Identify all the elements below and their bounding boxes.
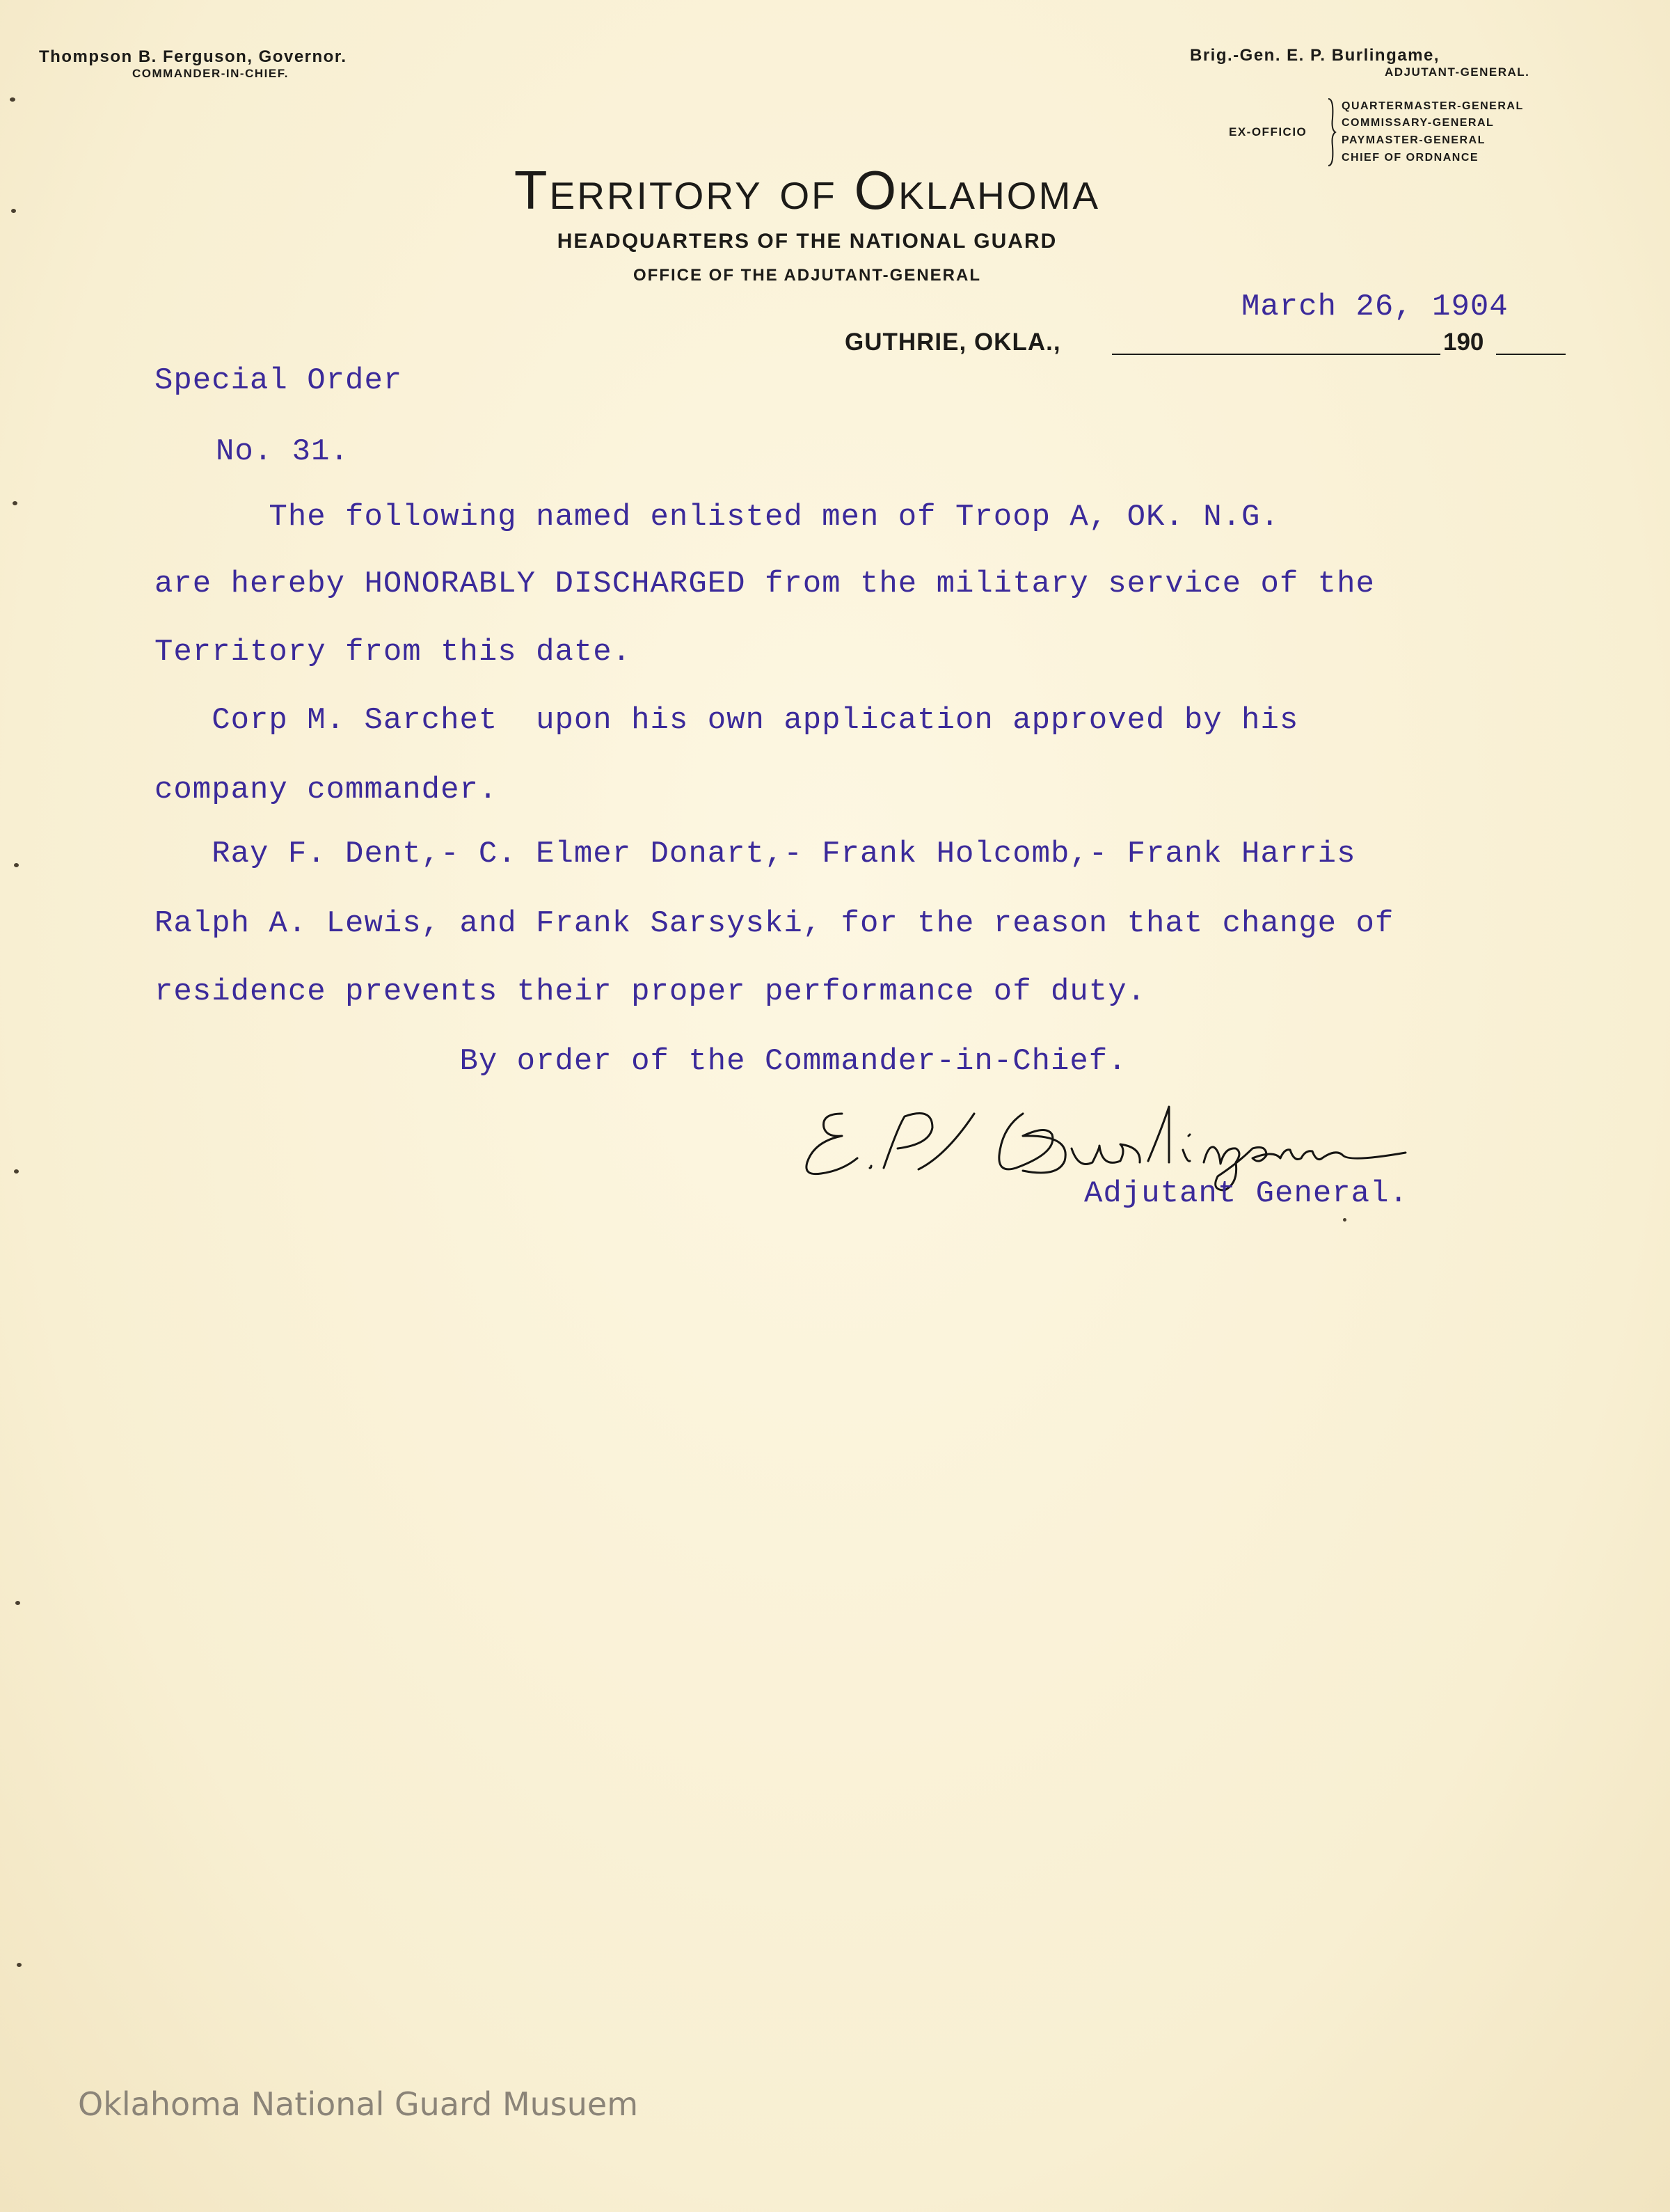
paper-speck	[17, 1963, 22, 1967]
body-line: are hereby HONORABLY DISCHARGED from the military service of the	[154, 567, 1375, 601]
place-label: GUTHRIE, OKLA.,	[845, 329, 1061, 356]
body-line: Ralph A. Lewis, and Frank Sarsyski, for the reason that change of	[154, 906, 1394, 941]
order-heading: Special Order	[154, 363, 403, 398]
letter-date: March 26, 1904	[1241, 290, 1509, 324]
paper-speck	[14, 863, 19, 867]
adjutant-title: ADJUTANT-GENERAL.	[1385, 65, 1530, 79]
brace-icon	[1326, 97, 1337, 167]
ex-officio-role: CHIEF OF ORDNANCE	[1342, 152, 1479, 164]
ex-officio-role: QUARTERMASTER-GENERAL	[1342, 100, 1524, 112]
order-number: No. 31.	[216, 434, 349, 469]
paper-speck	[11, 209, 16, 213]
body-line: The following named enlisted men of Troop A, OK. N.G.	[154, 500, 1280, 535]
letterhead-subtitle: HEADQUARTERS OF THE NATIONAL GUARD	[557, 230, 1058, 253]
year-prefix: 190	[1443, 329, 1484, 356]
adjutant-name: Brig.-Gen. E. P. Burlingame,	[1190, 46, 1440, 65]
paper-speck	[14, 1169, 19, 1174]
paper-speck	[10, 97, 15, 102]
paper-speck	[1343, 1218, 1346, 1222]
letterhead-office: OFFICE OF THE ADJUTANT-GENERAL	[633, 266, 981, 285]
letterhead-title: Territory of Oklahoma	[514, 159, 1101, 221]
paper-speck	[13, 501, 17, 505]
governor-name: Thompson B. Ferguson, Governor.	[39, 47, 347, 66]
governor-title: COMMANDER-IN-CHIEF.	[132, 67, 289, 80]
body-line: Corp M. Sarchet upon his own application approved by his	[154, 703, 1299, 738]
ex-officio-role: PAYMASTER-GENERAL	[1342, 134, 1486, 146]
body-line: By order of the Commander-in-Chief.	[154, 1044, 1127, 1079]
museum-watermark: Oklahoma National Guard Musuem	[78, 2085, 639, 2123]
body-line: residence prevents their proper performance of duty.	[154, 974, 1147, 1009]
date-line	[1112, 354, 1440, 355]
body-line: company commander.	[154, 773, 498, 807]
year-line	[1496, 354, 1566, 355]
ex-officio-label: EX-OFFICIO	[1229, 125, 1307, 139]
ex-officio-role: COMMISSARY-GENERAL	[1342, 117, 1495, 129]
body-line: Territory from this date.	[154, 635, 632, 670]
body-line: Ray F. Dent,- C. Elmer Donart,- Frank Holcomb,- Frank Harris	[154, 837, 1356, 871]
paper-speck	[15, 1601, 20, 1605]
signature-title: Adjutant General.	[1084, 1176, 1408, 1211]
